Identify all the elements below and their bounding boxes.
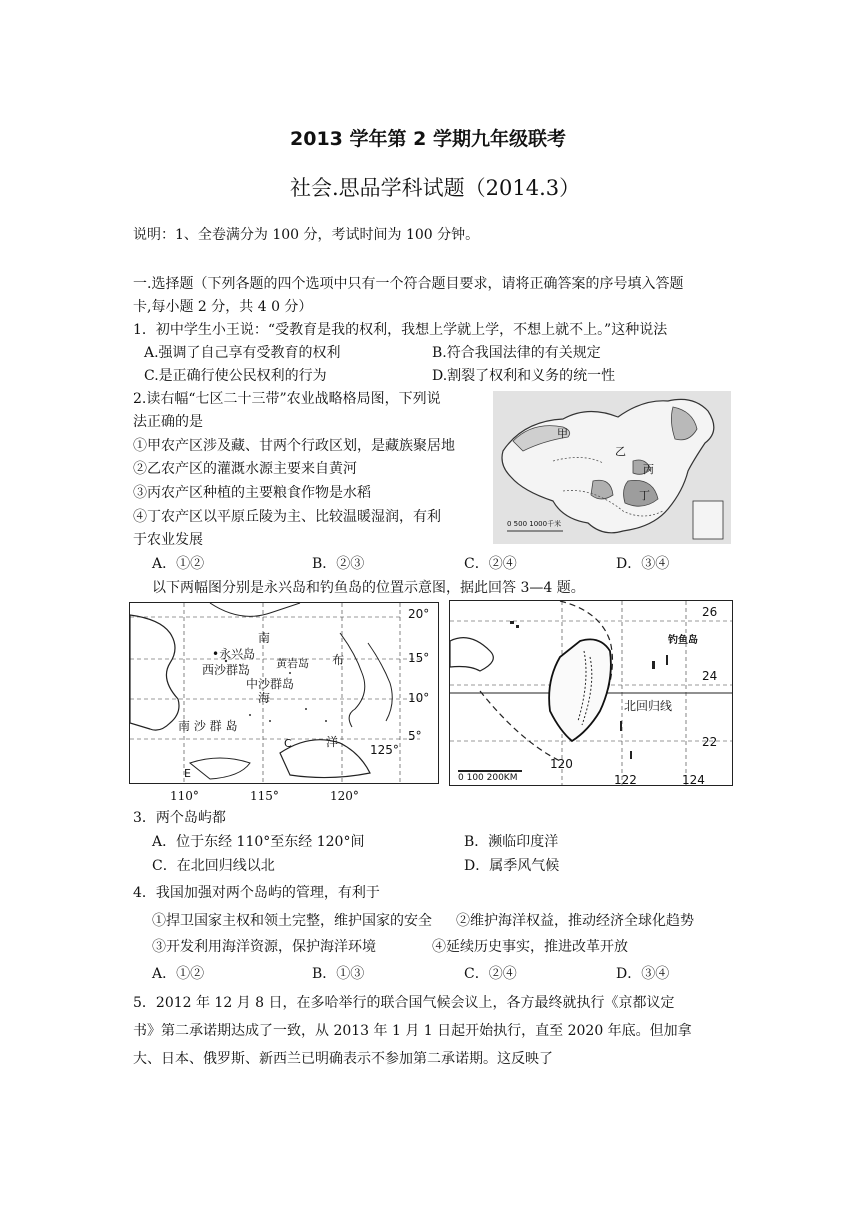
q3-option-c: C．在北回归线以北 xyxy=(152,858,275,874)
label-diaoyu: 钓鱼岛 xyxy=(668,635,698,646)
q2-option-d: D．③④ xyxy=(616,556,670,572)
lon-124-right: 124 xyxy=(682,773,705,786)
label-yang-top: 布 xyxy=(332,653,345,667)
map-label-ding: 丁 xyxy=(639,489,650,502)
lat-22: 22 xyxy=(702,735,718,749)
q1-option-c: C.是正确行使公民权利的行为 xyxy=(144,368,327,384)
lat-5: 5° xyxy=(408,729,422,743)
q4-statement-4: ④延续历史事实，推进改革开放 xyxy=(432,939,628,955)
q2-option-b: B．②③ xyxy=(312,556,365,572)
label-yang: 洋 xyxy=(326,735,339,749)
label-nan: 南 xyxy=(258,631,271,645)
lat-24: 24 xyxy=(702,669,718,683)
map-label-yi: 乙 xyxy=(615,445,626,458)
q1-option-d: D.割裂了权利和义务的统一性 xyxy=(432,368,616,384)
q2-statement-1: ①甲农产区涉及藏、甘两个行政区划，是藏族聚居地 xyxy=(133,438,455,454)
q2-stem-line2: 法正确的是 xyxy=(133,414,203,430)
yongxing-island-map xyxy=(129,602,439,784)
q2-stem-line1: 2.读右幅“七区二十三带”农业战略格局图，下列说 xyxy=(133,391,441,407)
label-hai: 海 xyxy=(258,691,271,705)
q3-option-d: D．属季风气候 xyxy=(464,858,560,874)
q2-statement-4-line1: ④丁农产区以平原丘陵为主、比较温暖湿润，有利 xyxy=(133,509,441,525)
q2-statement-3: ③丙农产区种植的主要粮食作物是水稻 xyxy=(133,485,371,501)
q4-option-d: D．③④ xyxy=(616,966,670,982)
label-huangyan: 黄岩岛 xyxy=(276,657,309,670)
china-agriculture-map xyxy=(493,391,731,544)
q2-statement-4-line2: 于农业发展 xyxy=(133,532,203,548)
q3-option-a: A．位于东经 110°至东经 120°间 xyxy=(152,834,365,850)
q4-option-c: C．②④ xyxy=(464,966,517,982)
q4-option-b: B．①③ xyxy=(312,966,365,982)
label-c: C xyxy=(284,737,292,750)
q4-statement-3: ③开发利用海洋资源，保护海洋环境 xyxy=(152,939,376,955)
map-label-bing: 丙 xyxy=(643,463,654,476)
q5-line1: 5．2012 年 12 月 8 日，在多哈举行的联合国气候会议上，各方最终就执行《京都议定 xyxy=(133,995,675,1011)
q5-line3: 大、日本、俄罗斯、新西兰已明确表示不参加第二承诺期。这反映了 xyxy=(133,1051,553,1067)
q5-line2: 书》第二承诺期达成了一致，从 2013 年 1 月 1 日起开始执行，直至 2020 年底。但加拿 xyxy=(133,1023,692,1039)
q4-option-a: A．①② xyxy=(152,966,205,982)
lon-125: 125° xyxy=(370,743,399,757)
q2-option-c: C．②④ xyxy=(464,556,517,572)
lat-15: 15° xyxy=(408,651,430,665)
lat-26: 26 xyxy=(702,605,718,619)
q3-stem: 3．两个岛屿都 xyxy=(133,810,226,826)
q2-statement-2: ②乙农产区的灌溉水源主要来自黄河 xyxy=(133,461,357,477)
exam-subtitle: 社会.思品学科试题（2014.3） xyxy=(290,176,581,200)
q4-stem: 4．我国加强对两个岛屿的管理，有利于 xyxy=(133,885,380,901)
map-label-jia: 甲 xyxy=(557,427,568,440)
section-heading-line1: 一.选择题（下列各题的四个选项中只有一个符合题目要求，请将正确答案的序号填入答题 xyxy=(133,276,684,292)
instructions: 说明：1、全卷满分为 100 分，考试时间为 100 分钟。 xyxy=(133,227,480,243)
label-zhongsha: 中沙群岛 xyxy=(246,677,295,691)
q1-option-b: B.符合我国法律的有关规定 xyxy=(432,345,601,361)
label-e: E xyxy=(184,767,191,780)
section-heading-line2: 卡,每小题 2 分，共 4 0 分） xyxy=(133,299,313,315)
lon-122-right: 122 xyxy=(614,773,637,786)
q2-option-a: A．①② xyxy=(152,556,205,572)
lon-110: 110° xyxy=(170,789,199,803)
diaoyu-map-drawing xyxy=(450,601,732,785)
exam-title: 2013 学年第 2 学期九年级联考 xyxy=(290,128,566,150)
diaoyu-island-map xyxy=(449,600,733,786)
q4-statement-2: ②维护海洋权益，推动经济全球化趋势 xyxy=(456,913,694,929)
lon-120: 120° xyxy=(330,789,359,803)
label-xisha: 西沙群岛 xyxy=(202,663,251,677)
map-right-scale: 0 100 200KM xyxy=(458,773,518,783)
intro-q3-q4: 以下两幅图分别是永兴岛和钓鱼岛的位置示意图，据此回答 3—4 题。 xyxy=(152,580,585,596)
q1-option-a: A.强调了自己享有受教育的权利 xyxy=(144,345,341,361)
lon-120-right: 120 xyxy=(550,757,573,771)
label-tropic: 北回归线 xyxy=(624,699,673,713)
lon-115: 115° xyxy=(250,789,279,803)
lat-10: 10° xyxy=(408,691,430,705)
map-scale: 0 500 1000千米 xyxy=(507,520,562,528)
label-nansha: 南 沙 群 岛 xyxy=(178,719,238,733)
q3-option-b: B．濒临印度洋 xyxy=(464,834,559,850)
lat-20: 20° xyxy=(408,607,430,621)
q1-stem: 1．初中学生小王说：“受教育是我的权利，我想上学就上学，不想上就不上。”这种说法 xyxy=(133,322,668,338)
q4-statement-1: ①捍卫国家主权和领土完整，维护国家的安全 xyxy=(152,913,432,929)
label-yongxing: •永兴岛 xyxy=(212,647,256,661)
